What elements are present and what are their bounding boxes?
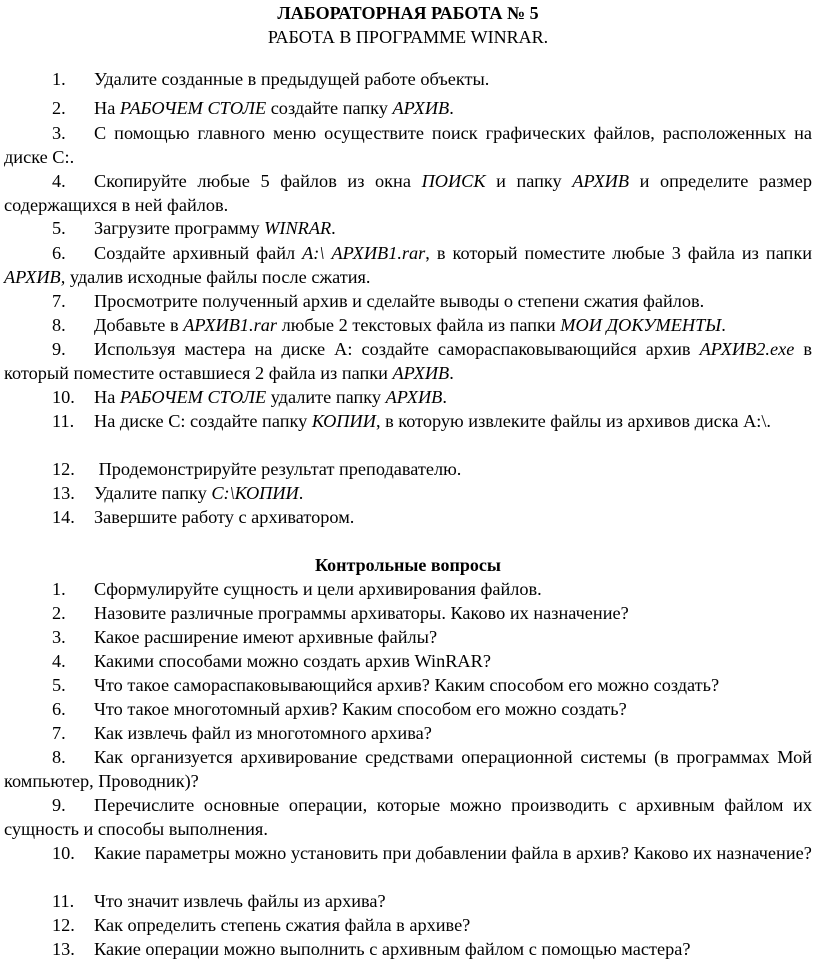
italic-term: АРХИВ: [385, 387, 443, 407]
item-text: Что такое многотомный архив? Каким способом его можно создать?: [94, 699, 627, 719]
list-item: [4, 68, 812, 92]
item-text: Используя мастера на диске А: создайте самораспаковывающийся архив: [94, 339, 700, 359]
item-number: 4.: [52, 651, 66, 671]
list-item: [4, 698, 812, 722]
questions-heading: Контрольные вопросы: [315, 555, 501, 575]
item-number: 2.: [52, 603, 66, 623]
item-text: , в который поместите любые 3 файла из папки: [425, 243, 813, 263]
list-item: [4, 650, 812, 674]
list-item: [4, 386, 812, 410]
item-number: 4.: [52, 171, 66, 191]
list-item: [4, 746, 812, 793]
item-text: .: [442, 387, 447, 407]
item-number: 12.: [52, 459, 75, 479]
item-text: удалите папку: [266, 387, 386, 407]
item-text: На: [94, 387, 120, 407]
item-number: 9.: [52, 795, 66, 815]
italic-term: АРХИВ2.exe: [699, 339, 795, 359]
item-number: 13.: [52, 939, 75, 959]
list-item: [4, 938, 812, 962]
item-number: 1.: [52, 69, 66, 89]
item-text: и определите размер содержащихся в ней файлов.: [4, 171, 812, 215]
item-number: 3.: [52, 627, 66, 647]
item-number: 5.: [52, 218, 66, 238]
item-text: Загрузите программу: [94, 218, 265, 238]
list-item: [4, 122, 812, 169]
list-item: [4, 458, 812, 482]
item-text: Какими способами можно создать архив WinRAR?: [94, 651, 491, 671]
page-subtitle: РАБОТА В ПРОГРАММЕ WINRAR.: [267, 27, 549, 47]
list-item: [4, 890, 812, 914]
item-text: Продемонстрируйте результат преподавателю.: [94, 459, 462, 479]
page-title: ЛАБОРАТОРНАЯ РАБОТА № 5: [277, 3, 539, 23]
item-text: Как определить степень сжатия файла в архиве?: [94, 915, 471, 935]
item-text: Как организуется архивирование средствами операционной системы (в программах Мой компьютер, Проводник)?: [4, 747, 812, 791]
italic-term: МОИ ДОКУМЕНТЫ: [560, 315, 722, 335]
italic-term: С:\КОПИИ: [211, 483, 299, 503]
list-item: [4, 410, 812, 434]
item-text: Какие операции можно выполнить с архивным файлом с помощью мастера?: [94, 939, 691, 959]
item-text: .: [721, 315, 726, 335]
list-item: [4, 602, 812, 626]
item-text: и папку: [485, 171, 573, 191]
item-number: 13.: [52, 483, 75, 503]
item-text: Скопируйте любые 5 файлов из окна: [94, 171, 422, 191]
list-item: [4, 338, 812, 385]
item-number: 7.: [52, 291, 66, 311]
item-text: Просмотрите полученный архив и сделайте выводы о степени сжатия файлов.: [94, 291, 705, 311]
item-number: 12.: [52, 915, 75, 935]
italic-term: РАБОЧЕМ СТОЛЕ: [119, 98, 267, 118]
item-number: 11.: [52, 891, 75, 911]
italic-term: КОПИИ: [311, 411, 376, 431]
item-number: 6.: [52, 699, 66, 719]
item-number: 14.: [52, 507, 75, 527]
list-item: [4, 314, 812, 338]
italic-term: WINRAR: [264, 218, 332, 238]
item-text: Создайте архивный файл: [94, 243, 303, 263]
list-item: [4, 722, 812, 746]
item-text: Удалите папку: [94, 483, 212, 503]
italic-term: ПОИСК: [421, 171, 486, 191]
item-text: .: [449, 98, 454, 118]
item-number: 11.: [52, 411, 75, 431]
item-text: Удалите созданные в предыдущей работе объекты.: [94, 69, 490, 89]
item-number: 8.: [52, 315, 66, 335]
list-item: [4, 578, 812, 602]
list-item: [4, 290, 812, 314]
item-number: 3.: [52, 123, 66, 143]
italic-term: АРХИВ: [392, 362, 450, 383]
item-text: Перечислите основные операции, которые можно производить с архивным файлом их сущность и способы выполнения.: [4, 795, 812, 839]
italic-term: АРХИВ: [572, 171, 630, 191]
item-number: 5.: [52, 675, 66, 695]
list-item: [4, 914, 812, 938]
item-text: Что такое самораспаковывающийся архив? Каким способом его можно создать?: [94, 675, 720, 695]
item-text: .: [331, 218, 336, 238]
item-number: 6.: [52, 243, 66, 263]
item-text: На диске С: создайте папку: [94, 411, 312, 431]
item-text: Завершите работу с архиватором.: [94, 507, 355, 527]
italic-term: АРХИВ,: [4, 266, 66, 287]
list-item: [4, 674, 812, 698]
list-item: [4, 842, 812, 866]
italic-term: А:\ АРХИВ1.rar: [302, 243, 426, 263]
item-text: Какие параметры можно установить при добавлении файла в архив? Каково их назначение?: [94, 843, 812, 863]
item-number: 7.: [52, 723, 66, 743]
item-text: Какое расширение имеют архивные файлы?: [94, 627, 438, 647]
list-item: [4, 217, 812, 241]
item-text: создайте папку: [266, 98, 393, 118]
item-number: 9.: [52, 339, 66, 359]
list-item: [4, 482, 812, 506]
item-text: удалив исходные файлы после сжатия.: [65, 266, 371, 287]
list-item: [4, 794, 812, 841]
list-item: [4, 626, 812, 650]
item-number: 8.: [52, 747, 66, 767]
item-text: Как извлечь файл из многотомного архива?: [94, 723, 432, 743]
item-text: С помощью главного меню осуществите поиск графических файлов, расположенных на диске С:.: [4, 123, 812, 167]
item-text: Назовите различные программы архиваторы. Каково их назначение?: [94, 603, 629, 623]
list-item: [4, 170, 812, 217]
italic-term: АРХИВ1.rar: [183, 315, 277, 335]
item-text: Что значит извлечь файлы из архива?: [94, 891, 386, 911]
italic-term: РАБОЧЕМ СТОЛЕ: [119, 387, 267, 407]
item-text: , в которую извлеките файлы из архивов диска А:\.: [375, 411, 772, 431]
item-text: .: [449, 362, 454, 383]
item-text: Добавьте в: [94, 315, 184, 335]
list-item: [4, 506, 812, 530]
list-item: [4, 97, 812, 121]
item-number: 2.: [52, 98, 66, 118]
item-number: 10.: [52, 843, 75, 863]
item-text: любые 2 текстовых файла из папки: [277, 315, 561, 335]
item-number: 10.: [52, 387, 75, 407]
item-text: в который поместите оставшиеся 2 файла из папки: [4, 339, 812, 383]
item-text: На: [94, 98, 120, 118]
item-text: Сформулируйте сущность и цели архивирования файлов.: [94, 579, 542, 599]
italic-term: АРХИВ: [392, 98, 450, 118]
item-number: 1.: [52, 579, 66, 599]
item-text: .: [298, 483, 304, 503]
list-item: [4, 242, 812, 289]
